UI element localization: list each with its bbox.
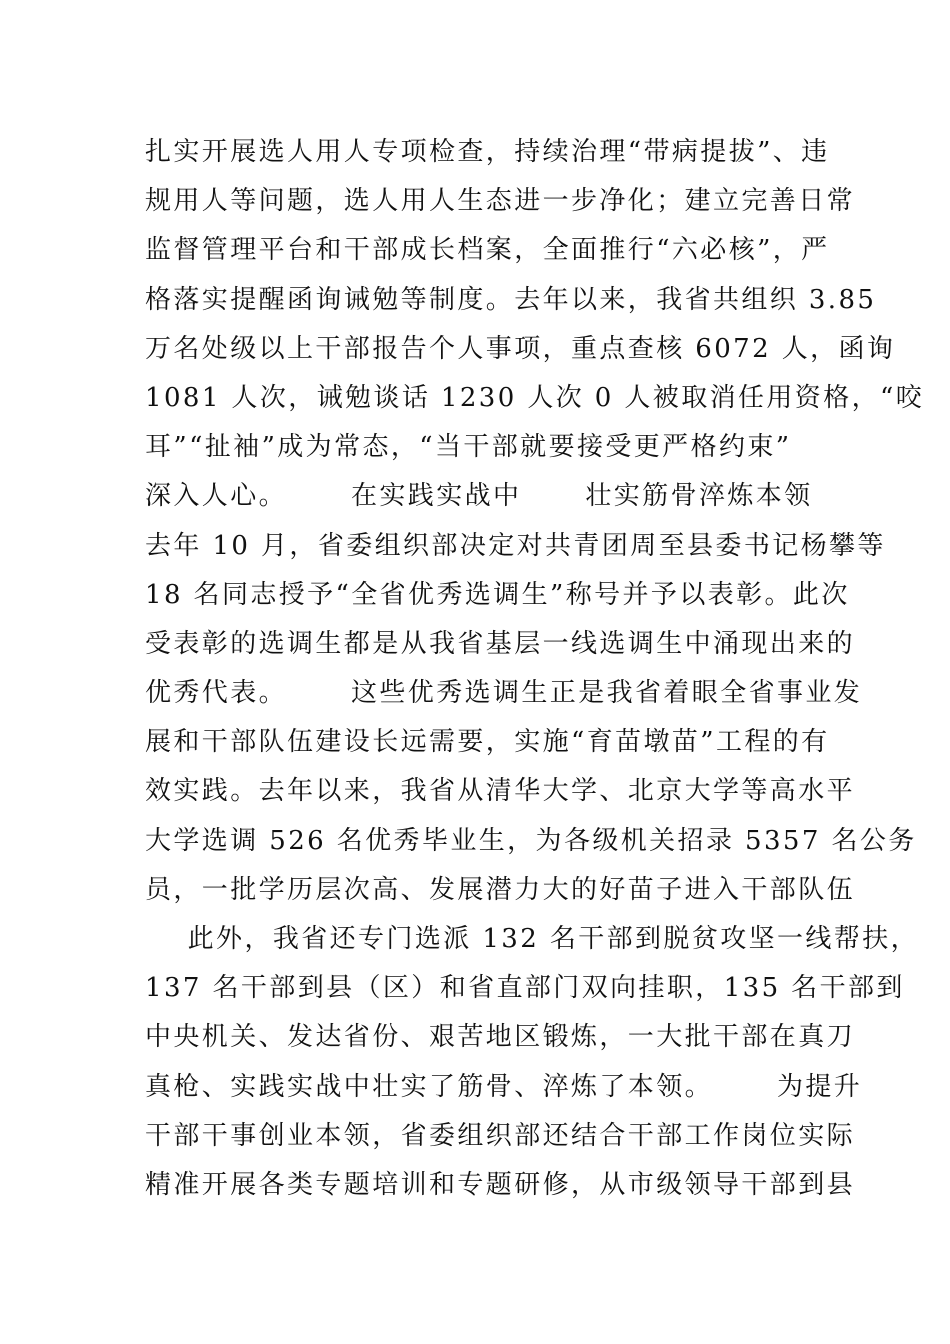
text-line: 137 名干部到县（区）和省直部门双向挂职，135 名干部到: [145, 973, 905, 1004]
text-line: 干部干事创业本领，省委组织部还结合干部工作岗位实际: [145, 1120, 856, 1151]
text-line: 大学选调 526 名优秀毕业生，为各级机关招录 5357 名公务: [145, 825, 917, 856]
text-line: 18 名同志授予“全省优秀选调生”称号并予以表彰。此次: [145, 579, 850, 610]
text-line: 扎实开展选人用人专项检查，持续治理“带病提拔”、违: [145, 137, 830, 167]
text-line: 规用人等问题，选人用人生态进一步净化；建立完善日常: [145, 186, 856, 217]
text-line: 1081 人次，诫勉谈话 1230 人次 0 人被取消任用资格，“咬: [145, 382, 925, 413]
text-line: 展和干部队伍建设长远需要，实施“育苗墩苗”工程的有: [145, 727, 830, 758]
text-line: 中央机关、发达省份、艰苦地区锻炼，一大批干部在真刀: [145, 1022, 856, 1053]
text-line: 万名处级以上干部报告个人事项，重点查核 6072 人，函询: [145, 333, 896, 364]
body-text: [145, 128, 925, 1210]
text-line: 受表彰的选调生都是从我省基层一线选调生中涌现出来的: [145, 628, 856, 659]
text-line: 员，一批学历层次高、发展潜力大的好苗子进入干部队伍: [145, 874, 856, 905]
text-line: 去年 10 月，省委组织部决定对共青团周至县委书记杨攀等: [145, 530, 886, 561]
text-line: 真枪、实践实战中壮实了筋骨、淬炼了本领。 为提升: [145, 1071, 863, 1102]
text-line: 效实践。去年以来，我省从清华大学、北京大学等高水平: [145, 776, 856, 807]
text-line: 耳”“扯袖”成为常态，“当干部就要接受更严格约束”: [145, 432, 792, 463]
text-line: 深入人心。 在实践实战中 壮实筋骨淬炼本领: [145, 481, 813, 512]
text-line: 监督管理平台和干部成长档案，全面推行“六必核”，严: [145, 235, 830, 266]
text-line: 优秀代表。 这些优秀选调生正是我省着眼全省事业发: [145, 678, 863, 709]
text-line: 精准开展各类专题培训和专题研修，从市级领导干部到县: [145, 1169, 856, 1200]
text-line: 此外，我省还专门选派 132 名干部到脱贫攻坚一线帮扶，: [145, 924, 920, 954]
text-line: 格落实提醒函询诫勉等制度。去年以来，我省共组织 3.85: [145, 284, 877, 315]
